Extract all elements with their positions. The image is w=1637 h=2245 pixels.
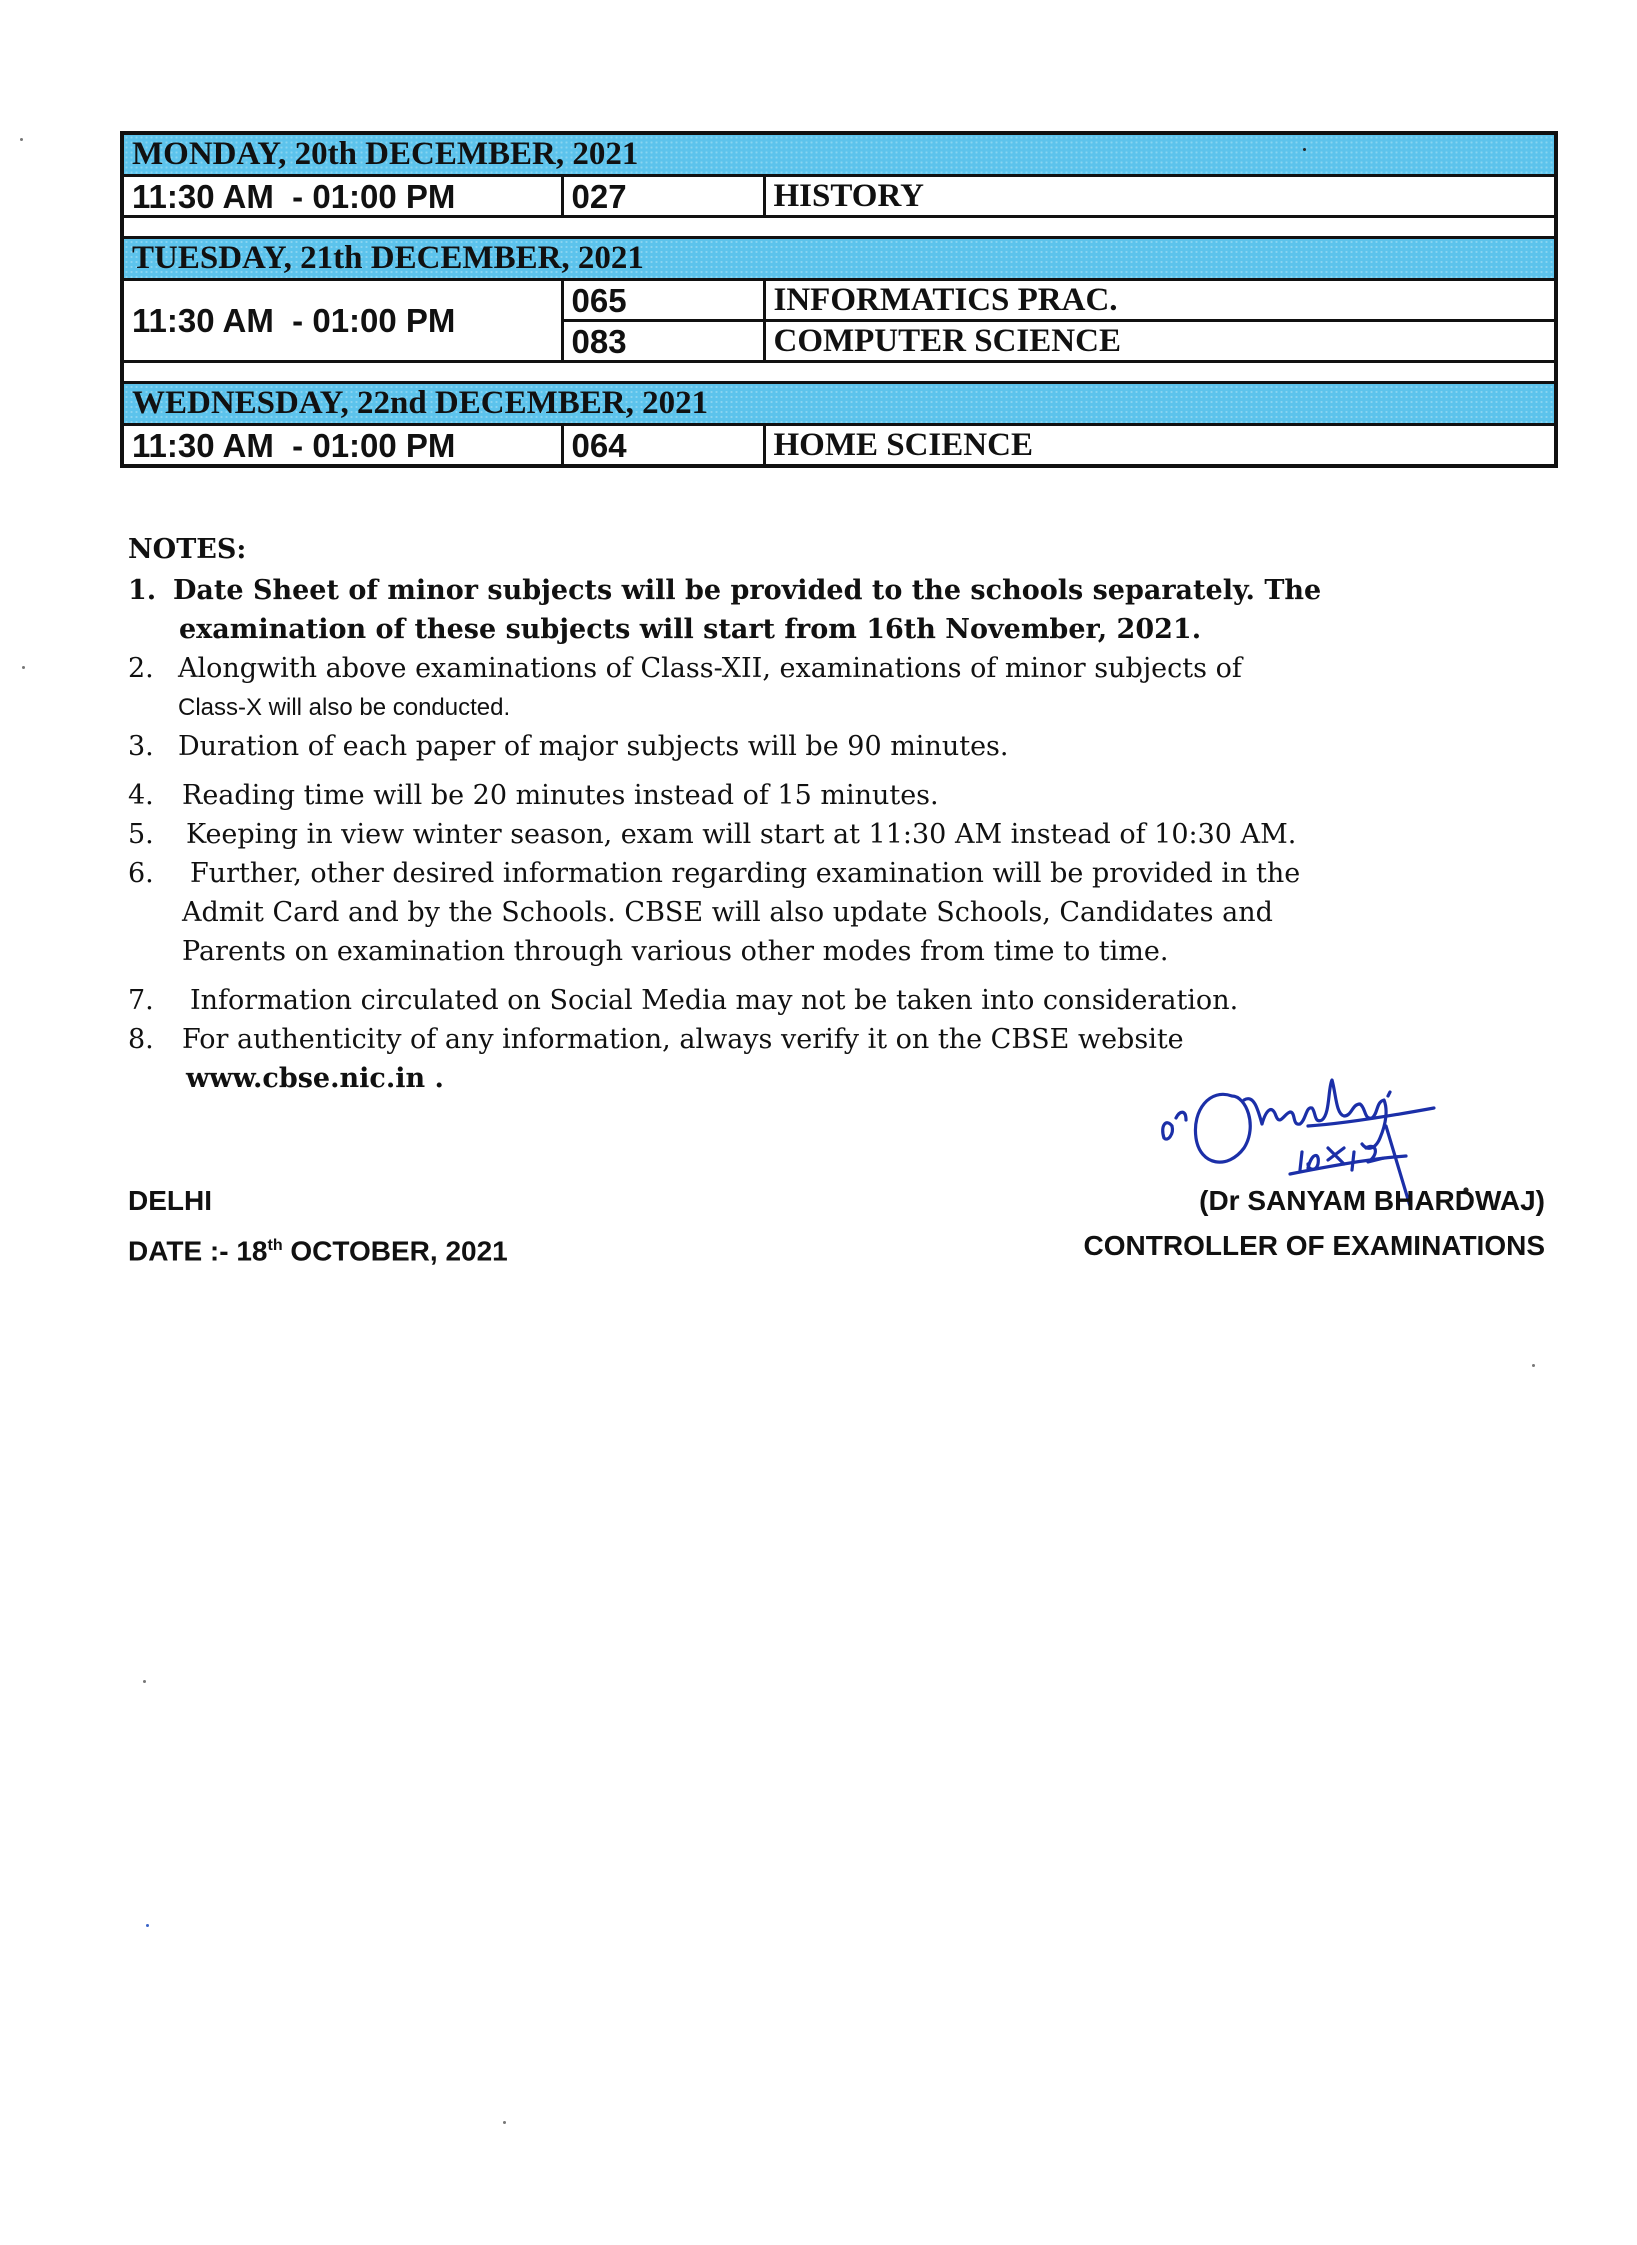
note-line: examination of these subjects will start from 16th November, 2021. [179, 614, 1202, 645]
scan-speck [146, 1924, 149, 1927]
note-number: 8. [128, 1024, 154, 1055]
note-line: Keeping in view winter season, exam will start at 11:30 AM instead of 10:30 AM. [186, 819, 1297, 850]
note-line: For authenticity of any information, always verify it on the CBSE website [182, 1024, 1184, 1055]
scan-speck [503, 2121, 506, 2124]
day-header-row [122, 133, 1556, 176]
subject-code: 064 [562, 425, 764, 467]
note-number: 5. [128, 819, 154, 850]
note-item-7 [128, 981, 1368, 1020]
notes-heading: NOTES: [128, 534, 247, 565]
note-line: Admit Card and by the Schools. CBSE will also update Schools, Candidates and [182, 897, 1273, 928]
note-line: Parents on examination through various other modes from time to time. [182, 936, 1169, 967]
exam-time: 11:30 AM - 01:00 PM [122, 176, 562, 217]
note-item-3 [128, 727, 1368, 766]
note-number: 1. [128, 575, 157, 606]
day-header-row [122, 238, 1556, 280]
cbse-website-link[interactable]: www.cbse.nic.in . [186, 1063, 444, 1094]
note-line: Reading time will be 20 minutes instead of 15 minutes. [182, 780, 939, 811]
note-line: Date Sheet of minor subjects will be provided to the schools separately. The [173, 575, 1322, 606]
note-number: 2. [128, 653, 154, 684]
signatory-designation: CONTROLLER OF EXAMINATIONS [1083, 1230, 1545, 1261]
table-row [122, 280, 1556, 321]
subject-code: 065 [562, 280, 764, 321]
note-line: Class-X will also be conducted. [178, 694, 511, 721]
spacer-row [122, 217, 1556, 238]
note-line: Information circulated on Social Media may not be taken into consideration. [190, 985, 1239, 1016]
day-header-row [122, 383, 1556, 425]
note-line: Duration of each paper of major subjects will be 90 minutes. [178, 731, 1009, 762]
note-item-5 [128, 815, 1368, 854]
subject-name: COMPUTER SCIENCE [764, 321, 1556, 362]
scan-speck [1532, 1364, 1535, 1367]
note-number: 7. [128, 985, 154, 1016]
subject-code: 027 [562, 176, 764, 217]
note-item-2 [128, 649, 1368, 727]
note-item-4 [128, 776, 1368, 815]
table-row [122, 425, 1556, 467]
scan-speck [22, 666, 25, 669]
day-header: TUESDAY, 21th DECEMBER, 2021 [122, 238, 1556, 280]
issue-place: DELHI [128, 1185, 212, 1216]
note-line: Further, other desired information regarding examination will be provided in the [190, 858, 1301, 889]
note-item-6 [128, 854, 1368, 971]
subject-name: INFORMATICS PRAC. [764, 280, 1556, 321]
scan-speck [20, 138, 23, 141]
table-row [122, 176, 1556, 217]
notes-section [128, 530, 1368, 1098]
exam-time: 11:30 AM - 01:00 PM [122, 280, 562, 362]
scan-speck [143, 1680, 146, 1683]
issue-details [128, 1178, 508, 1273]
subject-name: HISTORY [764, 176, 1556, 217]
note-number: 6. [128, 858, 154, 889]
exam-time: 11:30 AM - 01:00 PM [122, 425, 562, 467]
spacer-row [122, 362, 1556, 383]
note-number: 3. [128, 731, 154, 762]
issue-date: DATE :- 18th OCTOBER, 2021 [128, 1235, 508, 1267]
subject-code: 083 [562, 321, 764, 362]
signatory-block [1084, 1178, 1545, 1268]
note-line: Alongwith above examinations of Class-XII, examinations of minor subjects of [178, 653, 1242, 684]
day-header: WEDNESDAY, 22nd DECEMBER, 2021 [122, 383, 1556, 425]
note-number: 4. [128, 780, 154, 811]
subject-name: HOME SCIENCE [764, 425, 1556, 467]
note-item-1 [128, 571, 1368, 649]
scan-speck [1303, 148, 1306, 151]
day-header: MONDAY, 20th DECEMBER, 2021 [122, 133, 1556, 176]
exam-schedule-table [120, 131, 1558, 468]
signatory-name: (Dr SANYAM BHARDWAJ) [1199, 1185, 1545, 1216]
